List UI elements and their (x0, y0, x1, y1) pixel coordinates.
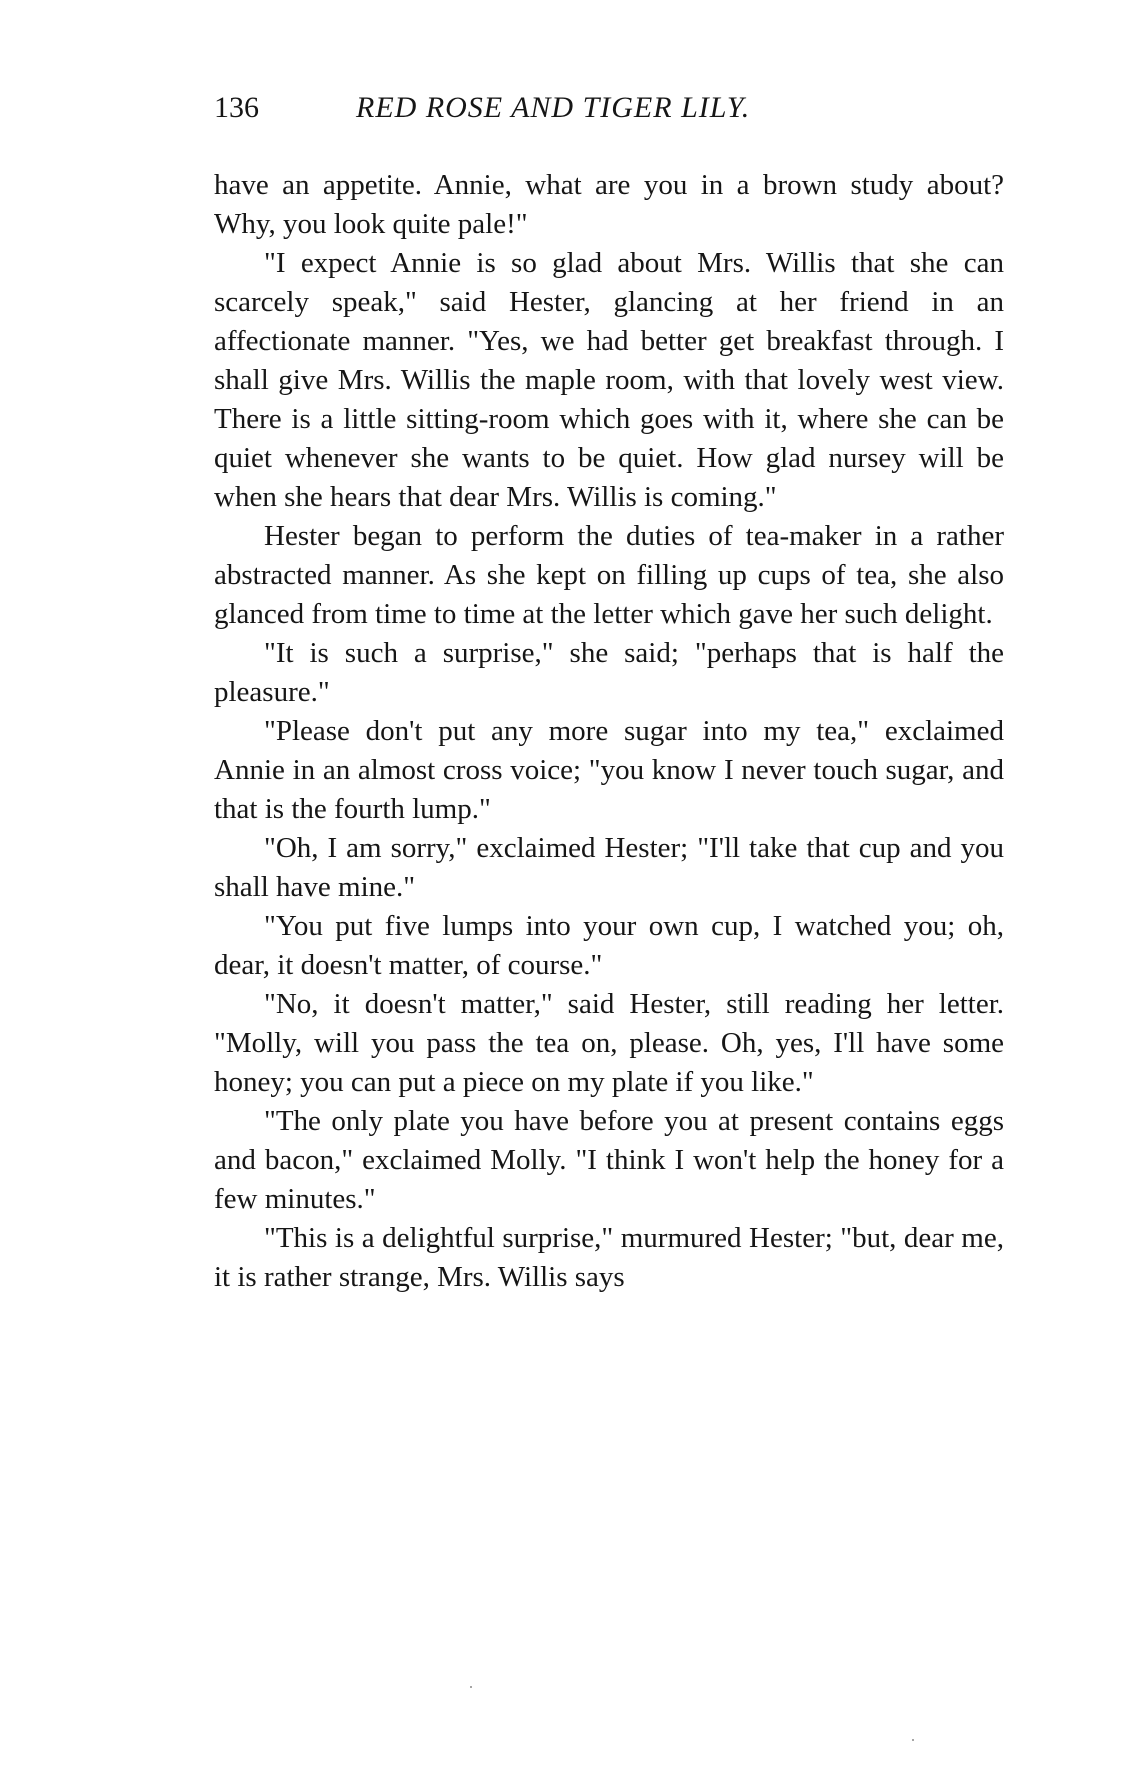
scan-speck (470, 1686, 472, 1688)
paragraph: Hester began to perform the duties of tea-maker in a rather abstracted manner. As she kept on filling up cups of tea, she also glanced from time to time at the letter which gave her such delight. (214, 520, 1004, 630)
paragraph: "The only plate you have before you at present contains eggs and bacon," exclaimed Molly. "I think I won't help the honey for a few minutes." (214, 1105, 1004, 1215)
running-title: RED ROSE AND TIGER LILY. (356, 91, 751, 124)
paragraph: "Please don't put any more sugar into my tea," exclaimed Annie in an almost cross voice; "you know I never touch sugar, and that is the fourth lump." (214, 715, 1004, 825)
paragraph: "No, it doesn't matter," said Hester, still reading her letter. "Molly, will you pass the tea on, please. Oh, yes, I'll have some honey; you can put a piece on my plate if you like." (214, 988, 1004, 1098)
body-text (214, 166, 1004, 1297)
page-number: 136 (214, 91, 259, 124)
paragraph: "It is such a surprise," she said; "perhaps that is half the pleasure." (214, 637, 1004, 708)
scan-speck (912, 1739, 914, 1741)
running-head (214, 86, 1004, 130)
paragraph-continued: have an appetite. Annie, what are you in a brown study about? Why, you look quite pale!" (214, 169, 1004, 240)
paragraph: "Oh, I am sorry," exclaimed Hester; "I'll take that cup and you shall have mine." (214, 832, 1004, 903)
paragraph: "I expect Annie is so glad about Mrs. Willis that she can scarcely speak," said Hester, glancing at her friend in an affectionate manner. "Yes, we had better get breakfast through. I shall give Mrs. Willis the maple room, with that lovely west view. There is a little sitting-room which goes with it, where she can be quiet whenever she wants to be quiet. How glad nursey will be when she hears that dear Mrs. Willis is coming." (214, 247, 1004, 513)
paragraph: "This is a delightful surprise," murmured Hester; "but, dear me, it is rather strange, Mrs. Willis says (214, 1222, 1004, 1293)
paragraph: "You put five lumps into your own cup, I watched you; oh, dear, it doesn't matter, of course." (214, 910, 1004, 981)
